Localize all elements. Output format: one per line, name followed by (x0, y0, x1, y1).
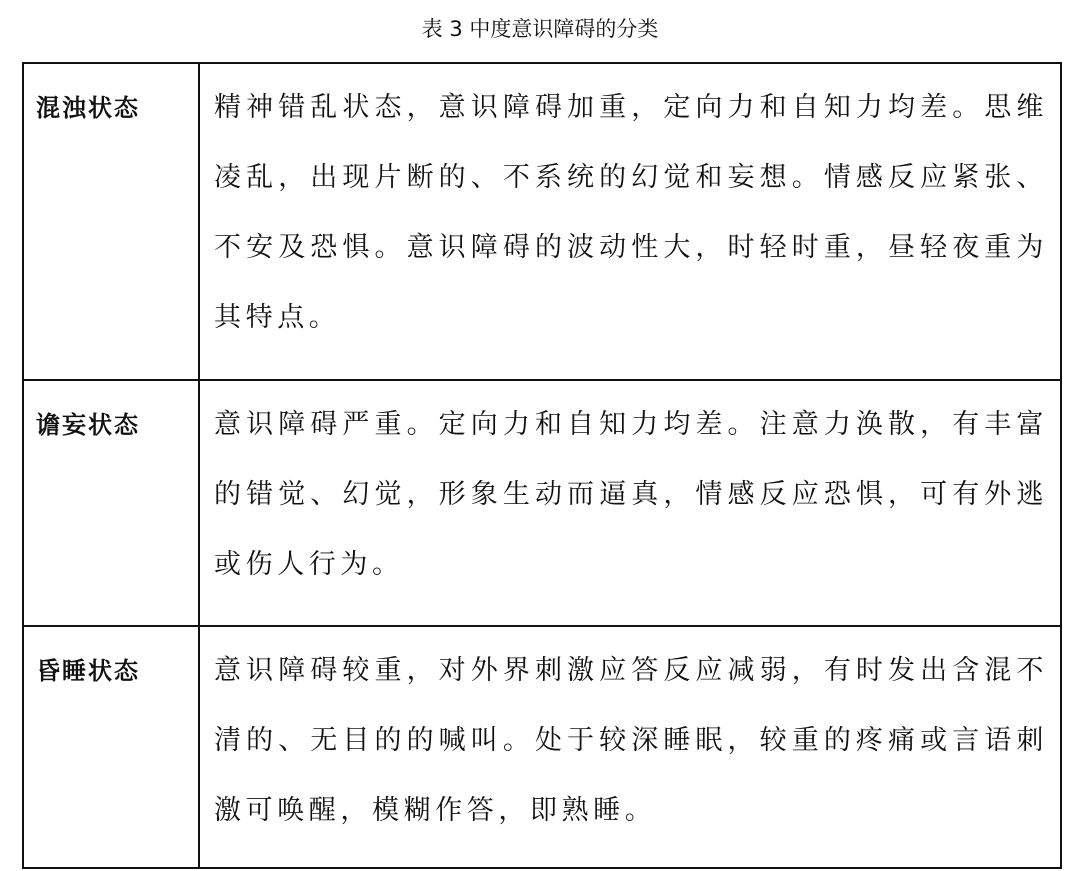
table-row (23, 63, 1061, 380)
classification-table (22, 62, 1062, 869)
description-text: 意识障碍严重。定向力和自知力均差。注意力涣散，有丰富的错觉、幻觉，形象生动而逼真，情感反应恐惧，可有外逃或伤人行为。 (214, 409, 1048, 580)
description-cell (199, 63, 1061, 380)
description-text: 精神错乱状态，意识障碍加重，定向力和自知力均差。思维凌乱，出现片断的、不系统的幻觉和妄想。情感反应紧张、不安及恐惧。意识障碍的波动性大，时轻时重，昼轻夜重为其特点。 (214, 92, 1048, 333)
term-cell (23, 380, 199, 626)
term-label: 谵妄状态 (36, 411, 140, 439)
table-row (23, 380, 1061, 626)
term-cell (23, 626, 199, 868)
description-text: 意识障碍较重，对外界刺激应答反应减弱，有时发出含混不清的、无目的的喊叫。处于较深睡眠，较重的疼痛或言语刺激可唤醒，模糊作答，即熟睡。 (214, 655, 1048, 826)
description-cell (199, 380, 1061, 626)
term-label: 混浊状态 (36, 94, 140, 122)
description-cell (199, 626, 1061, 868)
term-cell (23, 63, 199, 380)
table-title: 表 3 中度意识障碍的分类 (421, 17, 659, 41)
table-row (23, 626, 1061, 868)
term-label: 昏睡状态 (36, 657, 140, 685)
